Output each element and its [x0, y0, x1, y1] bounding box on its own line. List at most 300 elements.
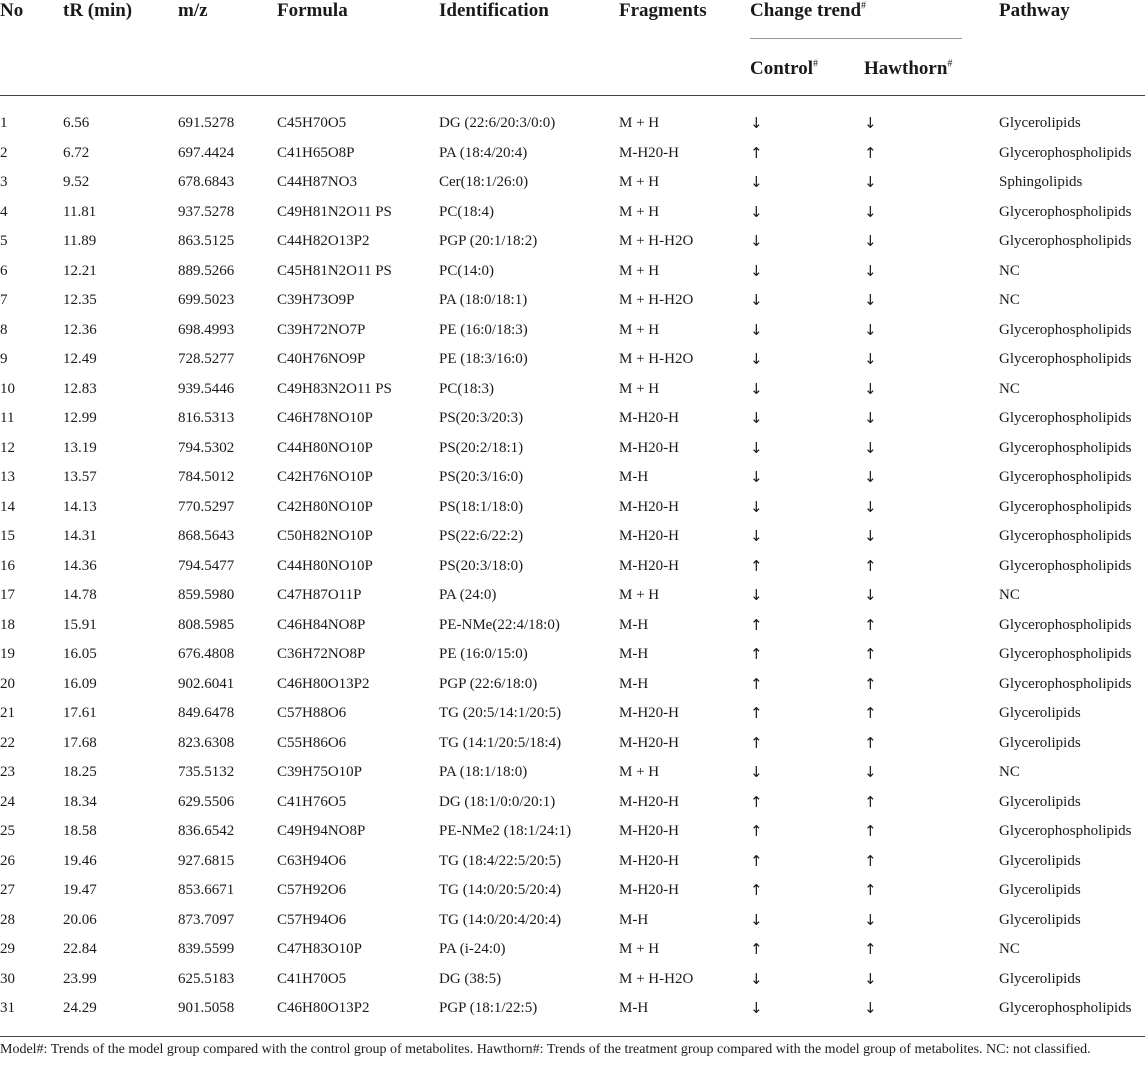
- cell-identification: TG (14:1/20:5/18:4): [439, 734, 562, 751]
- table-row: [0, 994, 1145, 1024]
- cell-identification: PE-NMe2 (18:1/24:1): [439, 823, 572, 839]
- header-control-sup: #: [812, 58, 818, 70]
- cell-mz: 735.5132: [178, 764, 235, 780]
- cell-identification: PA (i-24:0): [439, 941, 506, 957]
- table-row: [0, 876, 1145, 906]
- cell-control-trend: ↑: [750, 792, 763, 811]
- cell-hawthorn-trend: ↓: [864, 202, 877, 221]
- cell-hawthorn-trend: ↑: [864, 556, 877, 575]
- header-hawthorn-label: Hawthorn: [864, 58, 948, 79]
- cell-identification: PA (24:0): [439, 587, 497, 603]
- cell-mz: 839.5599: [178, 941, 235, 957]
- header-formula: Formula: [277, 0, 348, 21]
- cell-mz: 823.6308: [178, 734, 235, 751]
- cell-hawthorn-trend: ↑: [864, 615, 877, 634]
- table-bottom-rule: [0, 1036, 1145, 1037]
- cell-fragments: M-H: [619, 646, 649, 662]
- table-row: [0, 965, 1145, 995]
- cell-formula: C41H76O5: [277, 793, 347, 810]
- cell-tr: 14.78: [63, 587, 97, 603]
- cell-mz: 816.5313: [178, 410, 235, 426]
- cell-formula: C46H80O13P2: [277, 675, 370, 692]
- cell-identification: TG (14:0/20:4/20:4): [439, 911, 562, 928]
- cell-no: 17: [0, 587, 15, 603]
- cell-control-trend: ↓: [750, 291, 763, 309]
- cell-formula: C46H84NO8P: [277, 616, 366, 633]
- cell-hawthorn-trend: ↑: [864, 792, 877, 811]
- cell-formula: C39H73O9P: [277, 292, 355, 308]
- cell-control-trend: ↓: [750, 910, 763, 929]
- cell-pathway: Glycerophospholipids: [999, 1000, 1132, 1016]
- cell-hawthorn-trend: ↓: [864, 969, 877, 988]
- table-row: [0, 463, 1145, 493]
- cell-formula: C44H80NO10P: [277, 439, 373, 456]
- cell-tr: 12.36: [63, 321, 97, 338]
- cell-control-trend: ↑: [750, 822, 763, 840]
- cell-formula: C36H72NO8P: [277, 646, 366, 662]
- table-row: [0, 375, 1145, 405]
- header-bottom-rule: [0, 95, 1145, 96]
- cell-identification: TG (18:4/22:5/20:5): [439, 852, 562, 869]
- cell-identification: PS(20:3/16:0): [439, 469, 524, 485]
- cell-control-trend: ↑: [750, 881, 763, 899]
- table-row: [0, 552, 1145, 582]
- cell-mz: 691.5278: [178, 115, 235, 131]
- cell-identification: DG (18:1/0:0/20:1): [439, 793, 556, 810]
- header-hawthorn-sup: #: [947, 58, 953, 70]
- cell-hawthorn-trend: ↓: [864, 173, 877, 191]
- cell-tr: 12.83: [63, 380, 97, 397]
- cell-formula: C44H87NO3: [277, 174, 358, 190]
- cell-no: 4: [0, 203, 8, 220]
- cell-hawthorn-trend: ↓: [864, 350, 877, 368]
- cell-fragments: M-H20-H: [619, 793, 679, 810]
- table-header: [0, 0, 1145, 40]
- cell-fragments: M + H: [619, 941, 660, 957]
- cell-control-trend: ↓: [750, 438, 763, 457]
- cell-fragments: M-H: [619, 911, 649, 928]
- cell-identification: PS(22:6/22:2): [439, 528, 524, 544]
- table-row: [0, 168, 1145, 198]
- cell-tr: 19.46: [63, 852, 97, 869]
- cell-tr: 14.31: [63, 528, 97, 544]
- cell-pathway: Glycerophospholipids: [999, 144, 1132, 161]
- cell-formula: C45H70O5: [277, 115, 347, 131]
- cell-no: 18: [0, 616, 15, 633]
- cell-fragments: M-H: [619, 675, 649, 692]
- cell-identification: PGP (18:1/22:5): [439, 1000, 538, 1016]
- cell-formula: C42H76NO10P: [277, 469, 373, 485]
- cell-fragments: M-H20-H: [619, 144, 679, 161]
- cell-pathway: Glycerophospholipids: [999, 233, 1132, 249]
- cell-fragments: M-H: [619, 616, 649, 633]
- cell-pathway: Glycerophospholipids: [999, 439, 1132, 456]
- cell-tr: 22.84: [63, 941, 97, 957]
- cell-control-trend: ↑: [750, 556, 763, 575]
- table-row: [0, 699, 1145, 729]
- cell-fragments: M-H20-H: [619, 823, 679, 839]
- cell-formula: C47H87O11P: [277, 587, 362, 603]
- cell-identification: DG (38:5): [439, 970, 502, 987]
- table-row: [0, 345, 1145, 375]
- table-row: [0, 670, 1145, 700]
- cell-control-trend: ↓: [750, 969, 763, 988]
- cell-pathway: Glycerolipids: [999, 882, 1081, 898]
- cell-control-trend: ↑: [750, 674, 763, 693]
- cell-control-trend: ↓: [750, 114, 763, 132]
- cell-no: 28: [0, 911, 15, 928]
- cell-control-trend: ↑: [750, 851, 763, 870]
- cell-control-trend: ↓: [750, 379, 763, 398]
- cell-tr: 13.19: [63, 439, 97, 456]
- cell-mz: 728.5277: [178, 351, 235, 367]
- cell-tr: 11.89: [63, 233, 97, 249]
- cell-hawthorn-trend: ↓: [864, 999, 877, 1017]
- cell-tr: 18.34: [63, 793, 97, 810]
- cell-no: 8: [0, 321, 8, 338]
- cell-pathway: Glycerophospholipids: [999, 203, 1132, 220]
- cell-tr: 12.21: [63, 262, 97, 279]
- cell-pathway: Glycerophospholipids: [999, 469, 1132, 485]
- table-row: [0, 522, 1145, 552]
- cell-no: 27: [0, 882, 15, 898]
- cell-tr: 12.35: [63, 292, 97, 308]
- cell-fragments: M + H: [619, 262, 660, 279]
- cell-hawthorn-trend: ↓: [864, 763, 877, 781]
- cell-mz: 853.6671: [178, 882, 235, 898]
- cell-no: 25: [0, 823, 15, 839]
- cell-mz: 698.4993: [178, 321, 235, 338]
- cell-formula: C57H88O6: [277, 705, 347, 721]
- cell-no: 31: [0, 1000, 15, 1016]
- cell-tr: 16.09: [63, 675, 97, 692]
- table-row: [0, 316, 1145, 346]
- cell-fragments: M + H: [619, 321, 660, 338]
- cell-mz: 868.5643: [178, 528, 235, 544]
- cell-mz: 873.7097: [178, 911, 235, 928]
- table-row: [0, 817, 1145, 847]
- cell-pathway: Glycerolipids: [999, 970, 1081, 987]
- cell-identification: PE (18:3/16:0): [439, 351, 528, 367]
- cell-formula: C55H86O6: [277, 734, 347, 751]
- cell-control-trend: ↓: [750, 527, 763, 545]
- cell-mz: 770.5297: [178, 498, 235, 515]
- cell-hawthorn-trend: ↓: [864, 114, 877, 132]
- cell-pathway: Glycerolipids: [999, 852, 1081, 869]
- cell-formula: C63H94O6: [277, 852, 347, 869]
- cell-pathway: NC: [999, 292, 1020, 308]
- header-change-trend-label: Change trend: [750, 0, 862, 21]
- cell-formula: C49H83N2O11 PS: [277, 380, 392, 397]
- cell-hawthorn-trend: ↑: [864, 704, 877, 722]
- cell-mz: 629.5506: [178, 793, 235, 810]
- table-row: [0, 139, 1145, 169]
- cell-no: 6: [0, 262, 8, 279]
- cell-identification: PS(20:3/18:0): [439, 557, 524, 574]
- cell-pathway: Glycerophospholipids: [999, 823, 1132, 839]
- cell-mz: 625.5183: [178, 970, 235, 987]
- cell-pathway: Glycerolipids: [999, 115, 1081, 131]
- cell-tr: 12.49: [63, 351, 97, 367]
- header-no: No: [0, 0, 24, 21]
- header-hawthorn: [864, 57, 952, 81]
- cell-mz: 937.5278: [178, 203, 235, 220]
- cell-pathway: Glycerophospholipids: [999, 528, 1132, 544]
- cell-formula: C41H70O5: [277, 970, 347, 987]
- cell-control-trend: ↓: [750, 232, 763, 250]
- cell-pathway: Glycerolipids: [999, 793, 1081, 810]
- table-row: [0, 404, 1145, 434]
- cell-control-trend: ↑: [750, 704, 763, 722]
- cell-tr: 20.06: [63, 911, 97, 928]
- change-trend-rule: [750, 38, 962, 39]
- cell-control-trend: ↑: [750, 143, 763, 162]
- cell-fragments: M-H20-H: [619, 528, 679, 544]
- cell-no: 24: [0, 793, 15, 810]
- cell-fragments: M-H: [619, 1000, 649, 1016]
- cell-formula: C44H80NO10P: [277, 557, 373, 574]
- cell-tr: 24.29: [63, 1000, 97, 1016]
- cell-formula: C50H82NO10P: [277, 528, 373, 544]
- cell-control-trend: ↓: [750, 586, 763, 604]
- cell-mz: 678.6843: [178, 174, 235, 190]
- cell-pathway: Glycerolipids: [999, 734, 1081, 751]
- cell-fragments: M-H20-H: [619, 498, 679, 515]
- cell-fragments: M-H20-H: [619, 410, 679, 426]
- cell-formula: C39H75O10P: [277, 764, 363, 780]
- cell-formula: C39H72NO7P: [277, 321, 366, 338]
- cell-fragments: M-H: [619, 469, 649, 485]
- cell-identification: PS(20:3/20:3): [439, 410, 524, 426]
- cell-no: 10: [0, 380, 15, 397]
- cell-hawthorn-trend: ↑: [864, 822, 877, 840]
- cell-no: 9: [0, 351, 8, 367]
- cell-pathway: Glycerophospholipids: [999, 616, 1132, 633]
- cell-hawthorn-trend: ↑: [864, 143, 877, 162]
- table-row: [0, 640, 1145, 670]
- cell-hawthorn-trend: ↓: [864, 409, 877, 427]
- cell-pathway: NC: [999, 380, 1020, 397]
- cell-pathway: NC: [999, 764, 1020, 780]
- cell-hawthorn-trend: ↑: [864, 645, 877, 663]
- cell-identification: DG (22:6/20:3/0:0): [439, 115, 556, 131]
- cell-mz: 849.6478: [178, 705, 235, 721]
- cell-mz: 939.5446: [178, 380, 235, 397]
- cell-identification: TG (14:0/20:5/20:4): [439, 882, 562, 898]
- cell-control-trend: ↓: [750, 999, 763, 1017]
- cell-fragments: M-H20-H: [619, 439, 679, 456]
- cell-mz: 863.5125: [178, 233, 235, 249]
- cell-pathway: Glycerophospholipids: [999, 675, 1132, 692]
- cell-control-trend: ↓: [750, 320, 763, 339]
- header-identification: Identification: [439, 0, 549, 21]
- cell-mz: 676.4808: [178, 646, 235, 662]
- cell-hawthorn-trend: ↓: [864, 468, 877, 486]
- cell-tr: 6.72: [63, 144, 90, 161]
- cell-tr: 15.91: [63, 616, 97, 633]
- cell-control-trend: ↓: [750, 202, 763, 221]
- cell-mz: 697.4424: [178, 144, 235, 161]
- table-row: [0, 434, 1145, 464]
- cell-mz: 784.5012: [178, 469, 235, 485]
- cell-no: 26: [0, 852, 15, 869]
- cell-identification: PA (18:0/18:1): [439, 292, 528, 308]
- cell-no: 2: [0, 144, 8, 161]
- cell-fragments: M + H-H2O: [619, 351, 694, 367]
- cell-fragments: M + H-H2O: [619, 292, 694, 308]
- cell-hawthorn-trend: ↓: [864, 586, 877, 604]
- cell-hawthorn-trend: ↑: [864, 674, 877, 693]
- cell-tr: 23.99: [63, 970, 97, 987]
- table-row: [0, 906, 1145, 936]
- cell-pathway: Glycerophospholipids: [999, 410, 1132, 426]
- cell-mz: 927.6815: [178, 852, 235, 869]
- cell-identification: PS(20:2/18:1): [439, 439, 524, 456]
- cell-hawthorn-trend: ↑: [864, 851, 877, 870]
- cell-control-trend: ↓: [750, 468, 763, 486]
- cell-hawthorn-trend: ↓: [864, 232, 877, 250]
- cell-fragments: M + H-H2O: [619, 233, 694, 249]
- cell-no: 16: [0, 557, 15, 574]
- cell-mz: 859.5980: [178, 587, 235, 603]
- cell-hawthorn-trend: ↓: [864, 261, 877, 280]
- cell-hawthorn-trend: ↓: [864, 438, 877, 457]
- header-control: [750, 57, 818, 81]
- cell-tr: 6.56: [63, 115, 90, 131]
- cell-formula: C44H82O13P2: [277, 233, 370, 249]
- cell-pathway: Glycerophospholipids: [999, 646, 1132, 662]
- cell-fragments: M-H20-H: [619, 705, 679, 721]
- cell-tr: 16.05: [63, 646, 97, 662]
- table-row: [0, 788, 1145, 818]
- cell-mz: 794.5477: [178, 557, 235, 574]
- cell-hawthorn-trend: ↓: [864, 527, 877, 545]
- cell-pathway: Glycerolipids: [999, 705, 1081, 721]
- cell-tr: 13.57: [63, 469, 97, 485]
- cell-no: 21: [0, 705, 15, 721]
- cell-hawthorn-trend: ↓: [864, 320, 877, 339]
- cell-tr: 9.52: [63, 174, 90, 190]
- header-change-trend: [750, 0, 866, 22]
- table-row: [0, 286, 1145, 316]
- cell-mz: 808.5985: [178, 616, 235, 633]
- cell-formula: C46H78NO10P: [277, 410, 373, 426]
- header-mz: m/z: [178, 0, 208, 21]
- header-tr: tR (min): [63, 0, 133, 21]
- cell-identification: PGP (20:1/18:2): [439, 233, 538, 249]
- header-pathway: Pathway: [999, 0, 1070, 21]
- cell-identification: PE-NMe(22:4/18:0): [439, 616, 560, 633]
- header-fragments: Fragments: [619, 0, 707, 21]
- cell-control-trend: ↓: [750, 497, 763, 516]
- cell-control-trend: ↑: [750, 645, 763, 663]
- cell-mz: 794.5302: [178, 439, 235, 456]
- cell-hawthorn-trend: ↓: [864, 497, 877, 516]
- cell-fragments: M-H20-H: [619, 557, 679, 574]
- cell-pathway: Glycerophospholipids: [999, 351, 1132, 367]
- table-row: [0, 198, 1145, 228]
- cell-no: 14: [0, 498, 15, 515]
- cell-formula: C47H83O10P: [277, 941, 363, 957]
- cell-pathway: Sphingolipids: [999, 174, 1083, 190]
- cell-formula: C41H65O8P: [277, 144, 355, 161]
- cell-fragments: M + H: [619, 764, 660, 780]
- cell-hawthorn-trend: ↓: [864, 291, 877, 309]
- cell-identification: PC(14:0): [439, 262, 495, 279]
- cell-tr: 14.36: [63, 557, 97, 574]
- cell-tr: 18.25: [63, 764, 97, 780]
- cell-mz: 699.5023: [178, 292, 235, 308]
- cell-pathway: Glycerophospholipids: [999, 557, 1132, 574]
- table-row: [0, 493, 1145, 523]
- cell-fragments: M + H: [619, 115, 660, 131]
- cell-control-trend: ↓: [750, 409, 763, 427]
- cell-identification: PS(18:1/18:0): [439, 498, 524, 515]
- cell-identification: PGP (22:6/18:0): [439, 675, 538, 692]
- cell-fragments: M + H: [619, 587, 660, 603]
- cell-pathway: Glycerophospholipids: [999, 321, 1132, 338]
- cell-pathway: Glycerolipids: [999, 911, 1081, 928]
- cell-identification: Cer(18:1/26:0): [439, 174, 529, 190]
- cell-no: 12: [0, 439, 15, 456]
- cell-hawthorn-trend: ↑: [864, 881, 877, 899]
- header-change-trend-sup: #: [861, 0, 867, 12]
- cell-fragments: M + H: [619, 203, 660, 220]
- cell-tr: 11.81: [63, 203, 97, 220]
- cell-no: 15: [0, 528, 15, 544]
- cell-formula: C49H94NO8P: [277, 823, 366, 839]
- cell-control-trend: ↑: [750, 940, 763, 958]
- cell-identification: PE (16:0/18:3): [439, 321, 528, 338]
- cell-hawthorn-trend: ↑: [864, 733, 877, 752]
- cell-tr: 17.61: [63, 705, 97, 721]
- cell-control-trend: ↓: [750, 261, 763, 280]
- cell-identification: PA (18:1/18:0): [439, 764, 528, 780]
- table-row: [0, 611, 1145, 641]
- cell-identification: PC(18:4): [439, 203, 495, 220]
- cell-formula: C57H92O6: [277, 882, 347, 898]
- cell-hawthorn-trend: ↑: [864, 940, 877, 958]
- table-body: [0, 109, 1145, 1024]
- table-row: [0, 758, 1145, 788]
- cell-hawthorn-trend: ↓: [864, 379, 877, 398]
- cell-no: 22: [0, 734, 15, 751]
- cell-control-trend: ↓: [750, 350, 763, 368]
- cell-pathway: NC: [999, 941, 1020, 957]
- table-row: [0, 847, 1145, 877]
- cell-tr: 14.13: [63, 498, 97, 515]
- cell-identification: PE (16:0/15:0): [439, 646, 528, 662]
- table-footnote: Model#: Trends of the model group compared with the control group of metabolites. Hawthorn#: Trends of the treatment group compared with the model group of metabolites. NC: not classified.: [0, 1042, 1091, 1057]
- cell-formula: C46H80O13P2: [277, 1000, 370, 1016]
- cell-no: 30: [0, 970, 15, 987]
- cell-no: 13: [0, 469, 15, 485]
- cell-no: 23: [0, 764, 15, 780]
- table-row: [0, 729, 1145, 759]
- table-row: [0, 109, 1145, 139]
- cell-tr: 12.99: [63, 410, 97, 426]
- cell-no: 20: [0, 675, 15, 692]
- cell-mz: 836.6542: [178, 823, 235, 839]
- cell-control-trend: ↑: [750, 733, 763, 752]
- cell-control-trend: ↓: [750, 763, 763, 781]
- cell-formula: C45H81N2O11 PS: [277, 262, 392, 279]
- cell-no: 3: [0, 174, 8, 190]
- cell-control-trend: ↓: [750, 173, 763, 191]
- cell-mz: 889.5266: [178, 262, 235, 279]
- cell-no: 7: [0, 292, 8, 308]
- cell-fragments: M-H20-H: [619, 734, 679, 751]
